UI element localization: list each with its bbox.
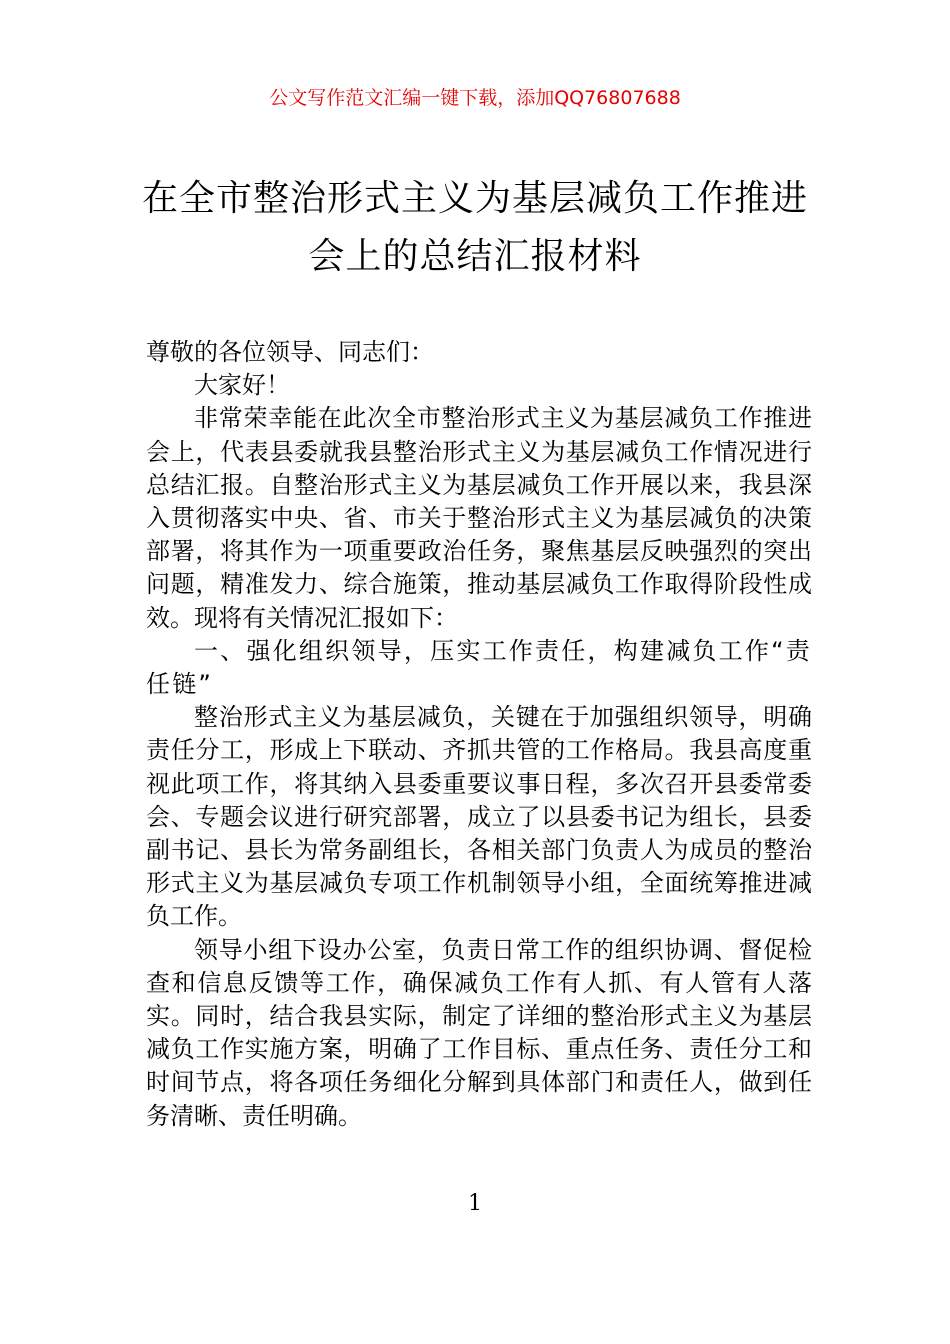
paragraph: 整治形式主义为基层减负，关键在于加强组织领导，明确责任分工，形成上下联动、齐抓共管的工作格局。我县高度重视此项工作，将其纳入县委重要议事日程，多次召开县委常委会、专题会议进行研究部署，成立了以县委书记为组长，县委副书记、县长为常务副组长，各相关部门负责人为成员的整治形式主义为基层减负专项工作机制领导小组，全面统筹推进减负工作。 <box>146 703 812 931</box>
title-line-1: 在全市整治形式主义为基层减负工作推进 <box>141 178 808 219</box>
title-line-2: 会上的总结汇报材料 <box>308 236 642 277</box>
paragraph: 领导小组下设办公室，负责日常工作的组织协调、督促检查和信息反馈等工作，确保减负工作有人抓、有人管有人落实。同时，结合我县实际，制定了详细的整治形式主义为基层减负工作实施方案，明确了工作目标、重点任务、责任分工和时间节点，将各项任务细化分解到具体部门和责任人，做到任务清晰、责任明确。 <box>146 935 812 1130</box>
section-heading-1: 一、强化组织领导，压实工作责任，构建减负工作“责任链” <box>146 636 812 699</box>
document-body <box>146 336 812 1133</box>
salutation: 尊敬的各位领导、同志们： <box>146 338 434 366</box>
paragraph-intro: 非常荣幸能在此次全市整治形式主义为基层减负工作推进会上，代表县委就我县整治形式主义为基层减负工作情况进行总结汇报。自整治形式主义为基层减负工作开展以来，我县深入贯彻落实中央、省、市关于整治形式主义为基层减负的决策部署，将其作为一项重要政治任务，聚焦基层反映强烈的突出问题，精准发力、综合施策，推动基层减负工作取得阶段性成效。现将有关情况汇报如下： <box>146 404 812 632</box>
greeting: 大家好！ <box>194 371 290 400</box>
document-title <box>140 170 810 286</box>
download-banner: 公文写作范文汇编一键下载，添加QQ76807688 <box>269 87 681 109</box>
page-number: 1 <box>468 1191 482 1216</box>
